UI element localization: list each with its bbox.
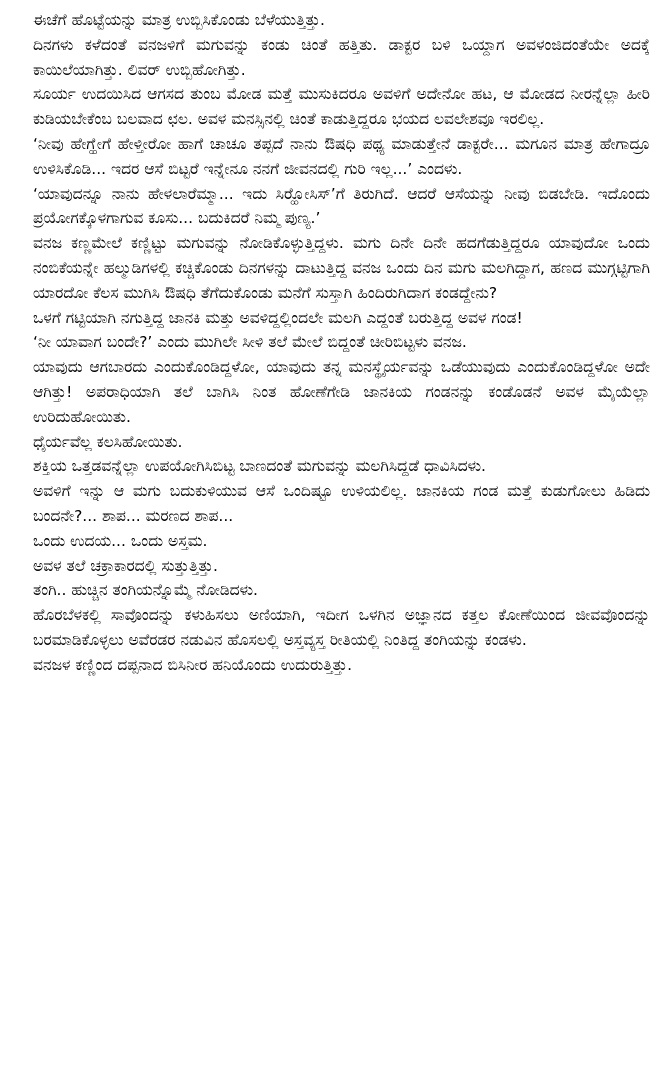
paragraph-15: ತಂಗಿ.. ಹುಚ್ಚಿನ ತಂಗಿಯನ್ನೊಮ್ಮೆ ನೋಡಿದಳು. (33, 581, 258, 600)
paragraph-7: ಒಳಗೆ ಗಟ್ಟಿಯಾಗಿ ನಗುತ್ತಿದ್ದ ಜಾನಕಿ ಮತ್ತು ಅವಳಿದ್ದಲ್ಲಿಂದಲೇ ಮಲಗಿ ಎದ್ದಂತೆ ಬರುತ್ತಿದ್ದ ಅವಳ ಗಂಡ! (33, 308, 523, 327)
paragraph-16: ಹೊರಬೆಳಕಲ್ಲಿ ಸಾವೊಂದನ್ನು ಕಳುಹಿಸಲು ಅಣಿಯಾಗಿ, ಇದೀಗ ಒಳಗಿನ ಅಜ್ಞಾನದ ಕತ್ತಲ ಕೋಣೆಯಿಂದ ಜೀವವೊಂದನ್ನು ಬರಮಾಡಿಕೊಳ್ಳಲು ಅವೆರಡರ ನಡುವಿನ ಹೊಸಲಲ್ಲಿ ಅಸ್ತವ್ಯಸ್ತ ರೀತಿಯಲ್ಲಿ ನಿಂತಿದ್ದ ತಂಗಿಯನ್ನು ಕಂಡಳು. (33, 606, 650, 649)
paragraph-14: ಅವಳ ತಲೆ ಚಕ್ರಾಕಾರದಲ್ಲಿ ಸುತ್ತುತ್ತಿತ್ತು. (33, 556, 218, 575)
paragraph-17: ವನಜಳ ಕಣ್ಣಿಂದ ದಪ್ಪನಾದ ಬಿಸಿನೀರ ಹನಿಯೊಂದು ಉದುರುತ್ತಿತ್ತು. (33, 655, 353, 674)
paragraph-2: ದಿನಗಳು ಕಳೆದಂತೆ ವನಜಳಿಗೆ ಮಗುವನ್ನು ಕಂಡು ಚಿಂತೆ ಹತ್ತಿತು. ಡಾಕ್ಟರ ಬಳಿ ಒಯ್ದಾಗ ಅವಳಂಜಿದಂತೆಯೇ ಅದಕ್ಕೆ ಕಾಯಿಲೆಯಾಗಿತ್ತು. ಲಿವರ್ ಉಬ್ಬಿಹೋಗಿತ್ತು. (33, 35, 650, 79)
paragraph-8: ‘ನೀ ಯಾವಾಗ ಬಂದೇ?’ ಎಂದು ಮುಗಿಲೇ ಸೀಳಿ ತಲೆ ಮೇಲೆ ಬಿದ್ದಂತೆ ಚೀರಿಬಿಟ್ಟಳು ವನಜ. (33, 333, 467, 352)
paragraph-10: ಧೈರ್ಯವೆಲ್ಲ ಕಲಸಿಹೋಯಿತು. (33, 432, 183, 451)
paragraph-3: ಸೂರ್ಯ ಉದಯಿಸಿದ ಆಗಸದ ತುಂಬ ಮೋಡ ಮತ್ತೆ ಮುಸುಕಿದರೂ ಅವಳಿಗೆ ಅದೇನೋ ಹಟ, ಆ ಮೋಡದ ನೀರನ್ನೆಲ್ಲಾ ಹೀರಿ ಕುಡಿಯಬೇಕೆಂಬ ಬಲವಾದ ಛಲ. ಅವಳ ಮನಸ್ಸಿನಲ್ಲಿ ಚಿಂತೆ ಕಾಡುತ್ತಿದ್ದರೂ ಭಯದ ಲವಲೇಶವೂ ಇರಲಿಲ್ಲ. (33, 85, 650, 129)
paragraph-4: ‘ನೀವು ಹೇಗ್ಹೇಗೆ ಹೇಳ್ತೀರೋ ಹಾಗೆ ಚಾಚೂ ತಪ್ಪದೆ ನಾನು ಔಷಧಿ ಪಥ್ಯ ಮಾಡುತ್ತೇನೆ ಡಾಕ್ಟರೇ... ಮಗೂನ ಮಾತ್ರ ಹೇಗಾದ್ರೂ ಉಳಿಸಿಕೊಡಿ... ಇದರ ಆಸೆ ಬಿಟ್ಟರೆ ಇನ್ನೇನೂ ನನಗೆ ಜೀವನದಲ್ಲಿ ಗುರಿ ಇಲ್ಲ...’ ಎಂದಳು. (33, 134, 650, 178)
paragraph-12: ಅವಳಿಗೆ ಇನ್ನು ಆ ಮಗು ಬದುಕುಳಿಯುವ ಆಸೆ ಒಂದಿಷ್ಟೂ ಉಳಿಯಲಿಲ್ಲ. ಜಾನಕಿಯ ಗಂಡ ಮತ್ತೆ ಕುಡುಗೋಲು ಹಿಡಿದು ಬಂದನೇ?... ಶಾಪ... ಮರಣದ ಶಾಪ... (33, 482, 650, 525)
paragraph-13: ಒಂದು ಉದಯ... ಒಂದು ಅಸ್ತಮ. (33, 531, 208, 550)
paragraph-6: ವನಜ ಕಣ್ಣಮೇಲೆ ಕಣ್ಣಿಟ್ಟು ಮಗುವನ್ನು ನೋಡಿಕೊಳ್ಳುತ್ತಿದ್ದಳು. ಮಗು ದಿನೇ ದಿನೇ ಹದಗೆಡುತ್ತಿದ್ದರೂ ಯಾವುದೋ ಒಂದು ನಂಬಿಕೆಯನ್ನೇ ಹಲ್ಮುಡಿಗಳಲ್ಲಿ ಕಚ್ಚಿಕೊಂಡು ದಿನಗಳನ್ನು ದಾಟುತ್ತಿದ್ದ ವನಜ ಒಂದು ದಿನ ಮಗು ಮಲಗಿದ್ದಾಗ, ಹಣದ ಮುಗ್ಗಟ್ಟಿಗಾಗಿ ಯಾರದೋ ಕೆಲಸ ಮುಗಿಸಿ ಔಷಧಿ ತೆಗೆದುಕೊಂಡು ಮನೆಗೆ ಸುಸ್ತಾಗಿ ಹಿಂದಿರುಗಿದಾಗ ಕಂಡದ್ದೇನು? (33, 234, 650, 302)
paragraph-5: ‘ಯಾವುದನ್ನೂ ನಾನು ಹೇಳಲಾರೆಮ್ಮಾ... ಇದು ಸಿರ್‍ಹೋಸಿಸ್’ಗೆ ತಿರುಗಿದೆ. ಆದರೆ ಆಸೆಯನ್ನು ನೀವು ಬಿಡಬೇಡಿ. ಇದೊಂದು ಪ್ರಯೋಗಕ್ಕೊಳಗಾಗುವ ಕೂಸು... ಬದುಕಿದರೆ ನಿಮ್ಮ ಪುಣ್ಯ.’ (33, 184, 650, 228)
paragraph-9: ಯಾವುದು ಆಗಬಾರದು ಎಂದುಕೊಂಡಿದ್ದಳೋ, ಯಾವುದು ತನ್ನ ಮನಸ್ಥೈರ್ಯವನ್ನು ಒಡೆಯುವುದು ಎಂದುಕೊಂಡಿದ್ದಳೋ ಅದೇ ಆಗಿತ್ತು! ಅಪರಾಧಿಯಾಗಿ ತಲೆ ಬಾಗಿಸಿ ನಿಂತ ಹೋಣೆಗೇಡಿ ಜಾನಕಿಯ ಗಂಡನನ್ನು ಕಂಡೊಡನೆ ಅವಳ ಮೈಯೆಲ್ಲಾ ಉರಿದುಹೋಯಿತು. (33, 358, 650, 426)
paragraph-1: ಈಚೆಗೆ ಹೊಟ್ಟೆಯನ್ನು ಮಾತ್ರ ಉಬ್ಬಿಸಿಕೊಂಡು ಬೆಳೆಯುತ್ತಿತ್ತು. (33, 11, 325, 29)
paragraph-11: ಶಕ್ತಿಯ ಒತ್ತಡವನ್ನೆಲ್ಲಾ ಉಪಯೋಗಿಸಿಬಿಟ್ಟ ಬಾಣದಂತೆ ಮಗುವನ್ನು ಮಲಗಿಸಿದ್ದಡೆ ಧಾವಿಸಿದಳು. (33, 457, 486, 476)
